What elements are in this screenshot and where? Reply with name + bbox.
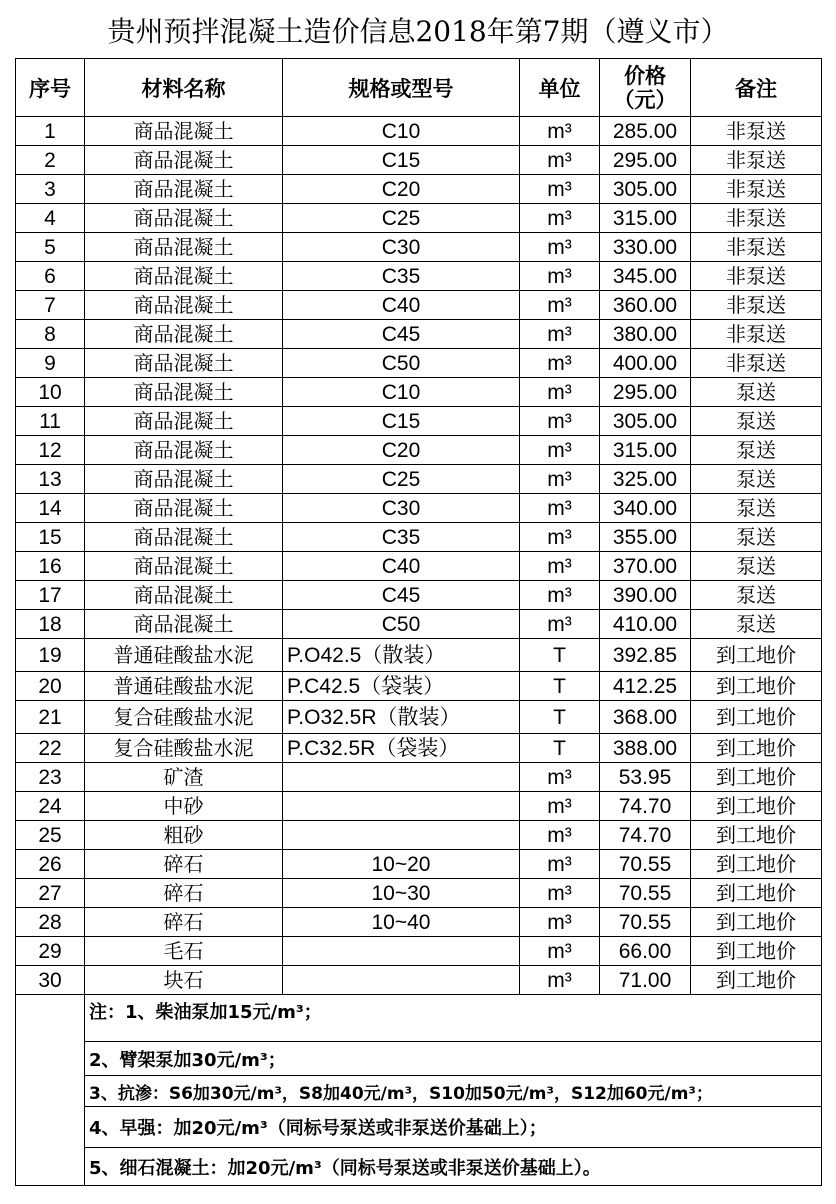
cell-spec: C10 <box>283 378 520 407</box>
cell-spec: P.C42.5（袋装） <box>283 672 520 701</box>
cell-price: 71.00 <box>600 966 691 995</box>
header-unit: 单位 <box>520 59 600 117</box>
cell-price: 70.55 <box>600 908 691 937</box>
price-table <box>15 58 822 1186</box>
cell-price: 410.00 <box>600 610 691 639</box>
cell-name: 商品混凝土 <box>85 494 283 523</box>
table-row <box>16 701 822 734</box>
cell-no: 25 <box>16 821 85 850</box>
cell-name: 商品混凝土 <box>85 378 283 407</box>
cell-name: 碎石 <box>85 908 283 937</box>
cell-name: 商品混凝土 <box>85 146 283 175</box>
cell-unit: m³ <box>520 792 600 821</box>
cell-no: 28 <box>16 908 85 937</box>
cell-name: 复合硅酸盐水泥 <box>85 734 283 763</box>
note-spacer-cell <box>16 1042 85 1076</box>
cell-spec: C15 <box>283 146 520 175</box>
cell-unit: m³ <box>520 879 600 908</box>
cell-price: 392.85 <box>600 639 691 672</box>
header-no: 序号 <box>16 59 85 117</box>
table-row <box>16 117 822 146</box>
cell-price: 315.00 <box>600 436 691 465</box>
table-row <box>16 407 822 436</box>
note-row <box>16 995 822 1042</box>
cell-unit: m³ <box>520 937 600 966</box>
table-row <box>16 378 822 407</box>
table-row <box>16 792 822 821</box>
cell-unit: m³ <box>520 908 600 937</box>
table-row <box>16 821 822 850</box>
table-row <box>16 204 822 233</box>
cell-price: 330.00 <box>600 233 691 262</box>
cell-remark: 非泵送 <box>691 175 822 204</box>
cell-name: 普通硅酸盐水泥 <box>85 639 283 672</box>
cell-unit: m³ <box>520 320 600 349</box>
cell-spec: 10~40 <box>283 908 520 937</box>
cell-no: 3 <box>16 175 85 204</box>
cell-unit: T <box>520 734 600 763</box>
cell-price: 390.00 <box>600 581 691 610</box>
cell-remark: 到工地价 <box>691 937 822 966</box>
cell-price: 295.00 <box>600 378 691 407</box>
cell-no: 30 <box>16 966 85 995</box>
cell-spec: C40 <box>283 552 520 581</box>
cell-name: 商品混凝土 <box>85 117 283 146</box>
cell-name: 商品混凝土 <box>85 291 283 320</box>
cell-unit: m³ <box>520 175 600 204</box>
table-row <box>16 610 822 639</box>
cell-no: 29 <box>16 937 85 966</box>
cell-unit: m³ <box>520 378 600 407</box>
cell-spec: C30 <box>283 494 520 523</box>
cell-spec: C50 <box>283 610 520 639</box>
table-row <box>16 552 822 581</box>
cell-spec: 10~20 <box>283 850 520 879</box>
cell-remark: 到工地价 <box>691 850 822 879</box>
cell-remark: 非泵送 <box>691 204 822 233</box>
cell-unit: m³ <box>520 146 600 175</box>
note-spacer-cell <box>16 1076 85 1107</box>
cell-no: 6 <box>16 262 85 291</box>
cell-spec: P.C32.5R（袋装） <box>283 734 520 763</box>
cell-remark: 泵送 <box>691 436 822 465</box>
note-text: 4、早强：加20元/m³（同标号泵送或非泵送价基础上）； <box>85 1107 822 1148</box>
cell-spec: P.O32.5R（散装） <box>283 701 520 734</box>
table-row <box>16 966 822 995</box>
note-row <box>16 1042 822 1076</box>
cell-no: 19 <box>16 639 85 672</box>
cell-remark: 非泵送 <box>691 117 822 146</box>
cell-spec: C20 <box>283 175 520 204</box>
cell-price: 295.00 <box>600 146 691 175</box>
header-name: 材料名称 <box>85 59 283 117</box>
cell-no: 1 <box>16 117 85 146</box>
cell-spec: C10 <box>283 117 520 146</box>
cell-no: 5 <box>16 233 85 262</box>
cell-unit: m³ <box>520 523 600 552</box>
cell-price: 305.00 <box>600 407 691 436</box>
note-spacer-cell <box>16 995 85 1042</box>
cell-name: 碎石 <box>85 850 283 879</box>
note-text: 5、细石混凝土：加20元/m³（同标号泵送或非泵送价基础上）。 <box>85 1148 822 1186</box>
cell-remark: 到工地价 <box>691 734 822 763</box>
cell-name: 商品混凝土 <box>85 581 283 610</box>
cell-spec: C45 <box>283 320 520 349</box>
table-row <box>16 262 822 291</box>
cell-remark: 到工地价 <box>691 879 822 908</box>
cell-remark: 到工地价 <box>691 908 822 937</box>
cell-unit: m³ <box>520 581 600 610</box>
cell-remark: 到工地价 <box>691 639 822 672</box>
cell-price: 285.00 <box>600 117 691 146</box>
cell-unit: m³ <box>520 233 600 262</box>
cell-remark: 到工地价 <box>691 763 822 792</box>
cell-spec: C20 <box>283 436 520 465</box>
cell-remark: 泵送 <box>691 407 822 436</box>
cell-no: 7 <box>16 291 85 320</box>
cell-name: 商品混凝土 <box>85 175 283 204</box>
cell-remark: 泵送 <box>691 465 822 494</box>
cell-price: 388.00 <box>600 734 691 763</box>
cell-remark: 泵送 <box>691 581 822 610</box>
cell-spec: C15 <box>283 407 520 436</box>
cell-remark: 非泵送 <box>691 146 822 175</box>
cell-spec: P.O42.5（散装） <box>283 639 520 672</box>
cell-no: 15 <box>16 523 85 552</box>
cell-spec <box>283 763 520 792</box>
cell-no: 11 <box>16 407 85 436</box>
cell-no: 17 <box>16 581 85 610</box>
note-row <box>16 1148 822 1186</box>
cell-remark: 泵送 <box>691 378 822 407</box>
cell-spec: C35 <box>283 262 520 291</box>
table-row <box>16 523 822 552</box>
cell-spec <box>283 966 520 995</box>
table-row <box>16 436 822 465</box>
cell-spec: C45 <box>283 581 520 610</box>
cell-no: 16 <box>16 552 85 581</box>
cell-price: 70.55 <box>600 850 691 879</box>
cell-no: 24 <box>16 792 85 821</box>
table-row <box>16 146 822 175</box>
cell-no: 8 <box>16 320 85 349</box>
cell-no: 13 <box>16 465 85 494</box>
cell-unit: m³ <box>520 850 600 879</box>
cell-no: 20 <box>16 672 85 701</box>
cell-price: 53.95 <box>600 763 691 792</box>
cell-unit: m³ <box>520 966 600 995</box>
note-row <box>16 1107 822 1148</box>
header-remark: 备注 <box>691 59 822 117</box>
cell-price: 70.55 <box>600 879 691 908</box>
cell-name: 商品混凝土 <box>85 436 283 465</box>
note-text: 3、抗渗：S6加30元/m³，S8加40元/m³，S10加50元/m³，S12加60元/m³； <box>85 1076 822 1107</box>
cell-price: 370.00 <box>600 552 691 581</box>
cell-no: 4 <box>16 204 85 233</box>
header-row <box>16 59 822 117</box>
cell-price: 400.00 <box>600 349 691 378</box>
table-row <box>16 320 822 349</box>
cell-name: 商品混凝土 <box>85 262 283 291</box>
cell-unit: T <box>520 672 600 701</box>
cell-unit: m³ <box>520 465 600 494</box>
cell-name: 商品混凝土 <box>85 204 283 233</box>
cell-price: 345.00 <box>600 262 691 291</box>
cell-no: 12 <box>16 436 85 465</box>
table-row <box>16 763 822 792</box>
cell-spec: C25 <box>283 204 520 233</box>
cell-spec: C30 <box>283 233 520 262</box>
cell-no: 14 <box>16 494 85 523</box>
cell-remark: 到工地价 <box>691 672 822 701</box>
cell-remark: 到工地价 <box>691 792 822 821</box>
cell-no: 26 <box>16 850 85 879</box>
cell-name: 复合硅酸盐水泥 <box>85 701 283 734</box>
note-spacer-cell <box>16 1148 85 1186</box>
cell-name: 块石 <box>85 966 283 995</box>
cell-name: 商品混凝土 <box>85 465 283 494</box>
cell-price: 315.00 <box>600 204 691 233</box>
cell-name: 商品混凝土 <box>85 320 283 349</box>
note-row <box>16 1076 822 1107</box>
table-row <box>16 233 822 262</box>
cell-no: 10 <box>16 378 85 407</box>
cell-price: 325.00 <box>600 465 691 494</box>
table-row <box>16 734 822 763</box>
cell-unit: m³ <box>520 204 600 233</box>
cell-unit: T <box>520 701 600 734</box>
cell-spec: C35 <box>283 523 520 552</box>
cell-spec: C50 <box>283 349 520 378</box>
cell-no: 21 <box>16 701 85 734</box>
cell-spec: 10~30 <box>283 879 520 908</box>
cell-name: 商品混凝土 <box>85 610 283 639</box>
cell-no: 2 <box>16 146 85 175</box>
cell-name: 矿渣 <box>85 763 283 792</box>
cell-price: 66.00 <box>600 937 691 966</box>
cell-unit: m³ <box>520 407 600 436</box>
page-title: 贵州预拌混凝土造价信息2018年第7期（遵义市） <box>107 15 729 48</box>
cell-unit: m³ <box>520 494 600 523</box>
cell-spec <box>283 792 520 821</box>
cell-no: 23 <box>16 763 85 792</box>
cell-spec <box>283 937 520 966</box>
cell-remark: 非泵送 <box>691 320 822 349</box>
cell-remark: 泵送 <box>691 552 822 581</box>
cell-price: 74.70 <box>600 792 691 821</box>
cell-remark: 非泵送 <box>691 233 822 262</box>
cell-price: 305.00 <box>600 175 691 204</box>
header-spec: 规格或型号 <box>283 59 520 117</box>
cell-remark: 泵送 <box>691 494 822 523</box>
cell-no: 22 <box>16 734 85 763</box>
table-row <box>16 908 822 937</box>
cell-spec <box>283 821 520 850</box>
cell-unit: m³ <box>520 821 600 850</box>
cell-name: 中砂 <box>85 792 283 821</box>
cell-unit: m³ <box>520 610 600 639</box>
cell-remark: 非泵送 <box>691 349 822 378</box>
table-row <box>16 639 822 672</box>
cell-price: 360.00 <box>600 291 691 320</box>
cell-remark: 泵送 <box>691 523 822 552</box>
table-row <box>16 494 822 523</box>
cell-unit: m³ <box>520 552 600 581</box>
cell-remark: 非泵送 <box>691 262 822 291</box>
cell-unit: m³ <box>520 436 600 465</box>
cell-remark: 到工地价 <box>691 701 822 734</box>
cell-unit: m³ <box>520 117 600 146</box>
cell-name: 碎石 <box>85 879 283 908</box>
table-row <box>16 879 822 908</box>
cell-price: 412.25 <box>600 672 691 701</box>
cell-spec: C40 <box>283 291 520 320</box>
cell-remark: 非泵送 <box>691 291 822 320</box>
cell-spec: C25 <box>283 465 520 494</box>
header-price-line1: 价格 <box>624 63 666 88</box>
cell-name: 商品混凝土 <box>85 349 283 378</box>
cell-unit: m³ <box>520 291 600 320</box>
table-row <box>16 850 822 879</box>
cell-name: 商品混凝土 <box>85 233 283 262</box>
cell-price: 368.00 <box>600 701 691 734</box>
cell-unit: m³ <box>520 262 600 291</box>
cell-unit: m³ <box>520 349 600 378</box>
cell-name: 商品混凝土 <box>85 407 283 436</box>
cell-no: 18 <box>16 610 85 639</box>
table-row <box>16 581 822 610</box>
cell-name: 毛石 <box>85 937 283 966</box>
cell-price: 74.70 <box>600 821 691 850</box>
cell-price: 380.00 <box>600 320 691 349</box>
cell-remark: 到工地价 <box>691 966 822 995</box>
table-row <box>16 465 822 494</box>
cell-no: 27 <box>16 879 85 908</box>
cell-remark: 泵送 <box>691 610 822 639</box>
cell-price: 355.00 <box>600 523 691 552</box>
table-row <box>16 291 822 320</box>
cell-name: 商品混凝土 <box>85 552 283 581</box>
cell-name: 粗砂 <box>85 821 283 850</box>
note-text: 2、臂架泵加30元/m³； <box>85 1042 822 1076</box>
table-row <box>16 175 822 204</box>
header-price <box>600 59 691 117</box>
cell-name: 普通硅酸盐水泥 <box>85 672 283 701</box>
cell-price: 340.00 <box>600 494 691 523</box>
note-spacer-cell <box>16 1107 85 1148</box>
header-price-line2: （元） <box>613 87 677 112</box>
cell-remark: 到工地价 <box>691 821 822 850</box>
cell-unit: m³ <box>520 763 600 792</box>
cell-no: 9 <box>16 349 85 378</box>
table-row <box>16 672 822 701</box>
table-row <box>16 937 822 966</box>
table-row <box>16 349 822 378</box>
cell-unit: T <box>520 639 600 672</box>
note-text: 注：1、柴油泵加15元/m³； <box>85 995 822 1042</box>
cell-name: 商品混凝土 <box>85 523 283 552</box>
